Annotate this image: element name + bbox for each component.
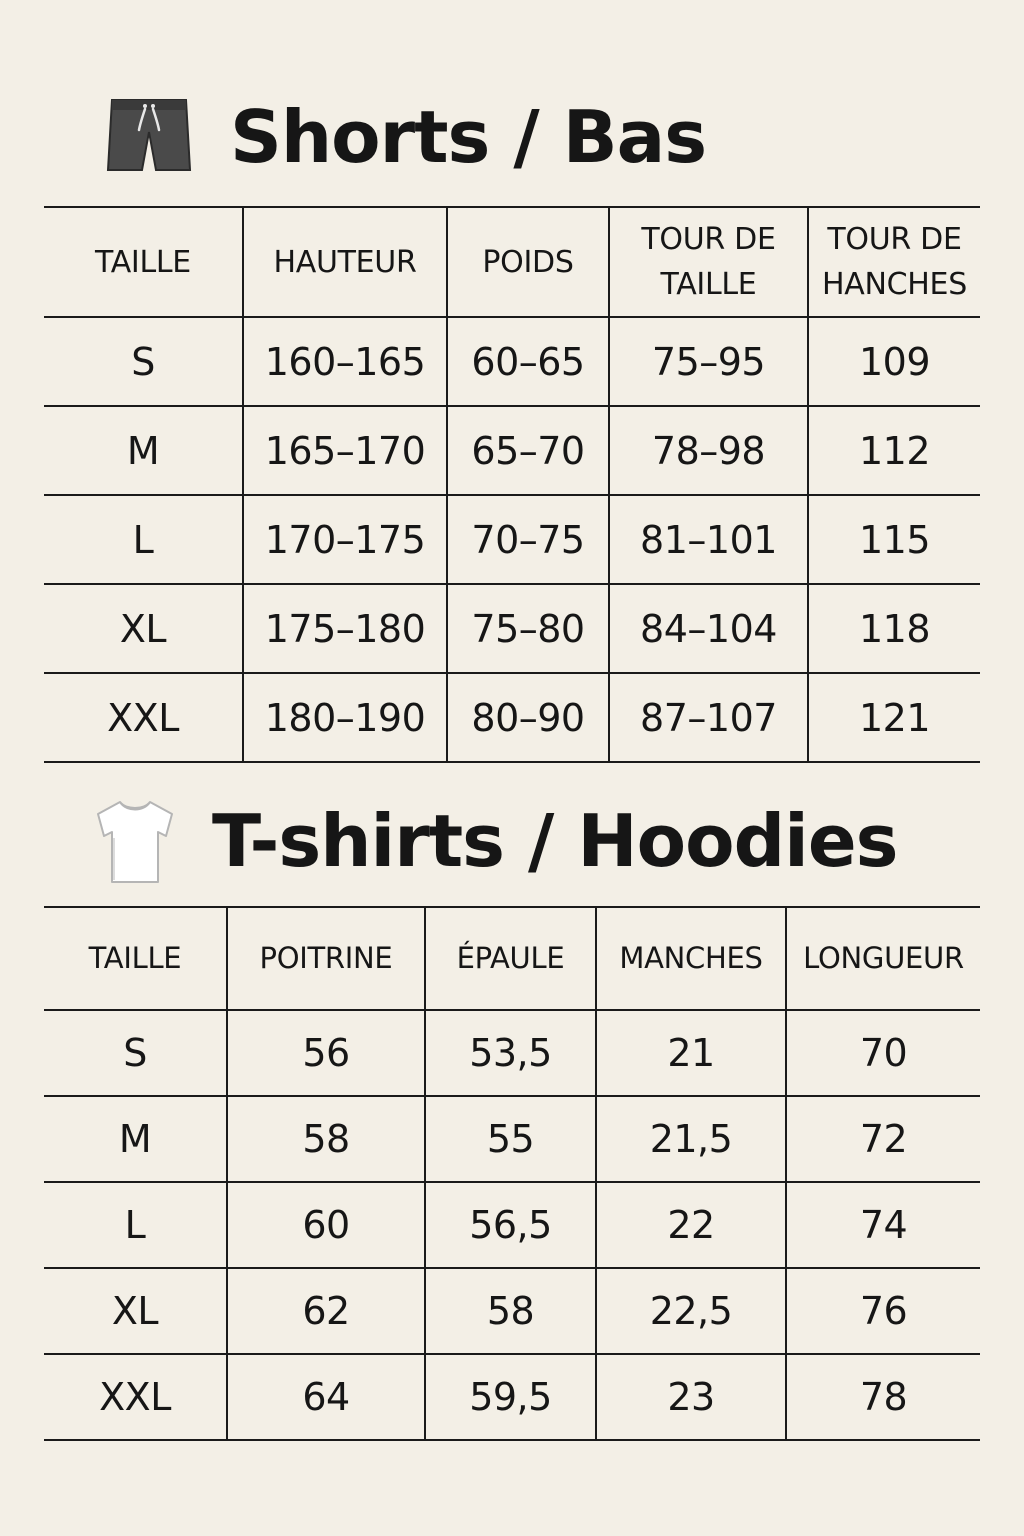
column-header: ÉPAULE: [425, 907, 596, 1010]
table-cell: 175–180: [243, 584, 447, 673]
table-cell: XXL: [44, 1354, 227, 1440]
table-row: [44, 406, 980, 495]
table-cell: 78–98: [609, 406, 808, 495]
table-cell: XXL: [44, 673, 243, 762]
table-cell: 22,5: [596, 1268, 786, 1354]
shorts-section-header: [104, 92, 706, 182]
table-cell: 56: [227, 1010, 425, 1096]
table-cell: 112: [808, 406, 980, 495]
table-cell: 21,5: [596, 1096, 786, 1182]
table-cell: 59,5: [425, 1354, 596, 1440]
table-row: [44, 1182, 980, 1268]
tshirts-title: T-shirts / Hoodies: [212, 799, 898, 883]
tshirt-icon: [92, 796, 178, 886]
shorts-title: Shorts / Bas: [230, 95, 707, 179]
table-cell: 80–90: [447, 673, 609, 762]
table-cell: 22: [596, 1182, 786, 1268]
table-cell: XL: [44, 584, 243, 673]
table-row: [44, 584, 980, 673]
table-cell: 23: [596, 1354, 786, 1440]
table-cell: 64: [227, 1354, 425, 1440]
table-header-row: [44, 907, 980, 1010]
table-cell: 60–65: [447, 317, 609, 406]
table-cell: 21: [596, 1010, 786, 1096]
table-cell: 60: [227, 1182, 425, 1268]
table-row: [44, 1096, 980, 1182]
table-row: [44, 1354, 980, 1440]
table-cell: 84–104: [609, 584, 808, 673]
table-cell: S: [44, 1010, 227, 1096]
table-cell: 170–175: [243, 495, 447, 584]
column-header: TOUR DE HANCHES: [808, 207, 980, 317]
table-cell: 70–75: [447, 495, 609, 584]
table-cell: 75–95: [609, 317, 808, 406]
table-row: [44, 673, 980, 762]
table-cell: 56,5: [425, 1182, 596, 1268]
column-header: TAILLE: [44, 207, 243, 317]
table-cell: 70: [786, 1010, 980, 1096]
table-cell: 87–107: [609, 673, 808, 762]
table-cell: 76: [786, 1268, 980, 1354]
table-cell: 55: [425, 1096, 596, 1182]
table-cell: L: [44, 495, 243, 584]
column-header: TAILLE: [44, 907, 227, 1010]
table-row: [44, 495, 980, 584]
table-cell: 75–80: [447, 584, 609, 673]
table-cell: 78: [786, 1354, 980, 1440]
table-cell: 165–170: [243, 406, 447, 495]
tshirts-section-header: [92, 796, 898, 886]
column-header: TOUR DE TAILLE: [609, 207, 808, 317]
shorts-icon: [104, 92, 194, 182]
table-cell: 121: [808, 673, 980, 762]
table-cell: 109: [808, 317, 980, 406]
table-cell: S: [44, 317, 243, 406]
column-header: POITRINE: [227, 907, 425, 1010]
table-cell: 180–190: [243, 673, 447, 762]
table-cell: 160–165: [243, 317, 447, 406]
table-row: [44, 1268, 980, 1354]
table-cell: 58: [227, 1096, 425, 1182]
table-cell: 115: [808, 495, 980, 584]
table-cell: 81–101: [609, 495, 808, 584]
table-cell: M: [44, 1096, 227, 1182]
table-cell: L: [44, 1182, 227, 1268]
column-header: POIDS: [447, 207, 609, 317]
table-cell: 74: [786, 1182, 980, 1268]
table-cell: 53,5: [425, 1010, 596, 1096]
table-cell: 58: [425, 1268, 596, 1354]
table-cell: 62: [227, 1268, 425, 1354]
table-cell: 65–70: [447, 406, 609, 495]
table-cell: 118: [808, 584, 980, 673]
column-header: HAUTEUR: [243, 207, 447, 317]
table-row: [44, 1010, 980, 1096]
table-cell: M: [44, 406, 243, 495]
shorts-size-table: [44, 206, 980, 763]
column-header: LONGUEUR: [786, 907, 980, 1010]
column-header: MANCHES: [596, 907, 786, 1010]
table-cell: XL: [44, 1268, 227, 1354]
table-header-row: [44, 207, 980, 317]
table-cell: 72: [786, 1096, 980, 1182]
tshirts-size-table: [44, 906, 980, 1441]
table-row: [44, 317, 980, 406]
